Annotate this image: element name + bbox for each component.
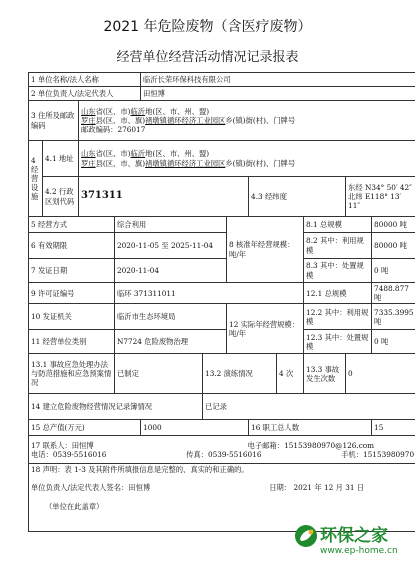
row-output xyxy=(29,420,415,436)
label-actual-total: 12.1 总规模 xyxy=(304,283,372,304)
value-actual-total: 7488.877 吨 xyxy=(372,283,415,304)
value-actual-use: 7335.3995 吨 xyxy=(372,304,415,330)
value-approved-disposal: 0 吨 xyxy=(372,259,415,283)
value-unit-name: 临沂长荣环保科技有限公司 xyxy=(141,73,415,87)
value-region-code: 371311 xyxy=(79,177,249,217)
row-legal-rep xyxy=(29,87,415,101)
value-mode: 综合利用 xyxy=(115,217,227,233)
label-accidents: 13.3 事故发生次数 xyxy=(304,354,346,394)
value-license: 临环 371311011 xyxy=(115,283,304,304)
row-authority xyxy=(29,304,415,330)
row-contact xyxy=(29,436,415,464)
report-title: 2021 年危险废物（含医疗废物） xyxy=(103,19,312,35)
label-emergency: 13.1 事故应急处理办法与防范措施和应急预案情况 xyxy=(29,354,115,394)
row-facility-address xyxy=(29,141,415,177)
value-accidents: 0 xyxy=(346,354,415,394)
label-output: 15 总产值(万元) xyxy=(29,420,141,436)
label-unit-name: 1 单位名称/法人名称 xyxy=(29,73,141,87)
value-staff: 15 xyxy=(372,420,415,436)
label-staff: 16 职工总人数 xyxy=(249,420,372,436)
logo-text: 环保之家 xyxy=(320,526,388,546)
label-actual-disposal: 12.3 其中：处置规模 xyxy=(304,330,372,354)
label-license: 9 许可证编号 xyxy=(29,283,115,304)
value-category: N7724 危险废物治理 xyxy=(115,330,227,354)
report-form xyxy=(28,72,415,532)
value-approved-use: 80000 吨 xyxy=(372,233,415,259)
label-legal-rep: 2 单位负责人/法定代表人 xyxy=(29,87,141,101)
value-facility-address: 山东省(区、市)临沂地(区、市、州、盟) 罗庄县(区、市、旗)褚墩镇循环经济工业园区乡(镇)街(村)、门牌号 xyxy=(79,141,415,177)
label-issue-date: 7 发证日期 xyxy=(29,259,115,283)
row-validity xyxy=(29,233,415,259)
value-legal-rep: 田恒博 xyxy=(141,87,415,101)
row-records xyxy=(29,394,415,420)
value-address: 山东省(区、市)临沂地(区、市、州、盟) 罗庄县(区、市、旗)褚墩镇循环经济工业园区乡(镇)街(村)、门牌号 邮政编码：276017 xyxy=(79,101,415,141)
label-category: 11 经营单位类别 xyxy=(29,330,115,354)
value-contact: 17 联系人：田恒博 电子邮箱：1515398097​0@126.com 电话：0539-5516016 传真：0539-5516016 手机：15153980970 xyxy=(29,436,415,464)
value-emergency: 已制定 xyxy=(115,354,203,394)
row-license xyxy=(29,283,415,304)
value-actual-disposal: 0 吨 xyxy=(372,330,415,354)
label-drills: 13.2 演练情况 xyxy=(203,354,277,394)
value-output: 1000 xyxy=(141,420,249,436)
value-coordinates: 东经 N34° 50′ 42″ 北纬 E118° 13′ 11″ xyxy=(346,177,415,217)
logo-url: www.ep-home.cn xyxy=(320,546,398,556)
label-approved-total: 8.1 总规模 xyxy=(304,217,372,233)
label-address: 3 住所及邮政编码 xyxy=(29,101,79,141)
value-declaration: 18 声明：表 1-3 及其附件所填报信息是完整的、真实的和正确的。 单位负责人/法定代表人签名：田恒博 日期： 2021 年 12 月 31 日 （单位在此盖章） xyxy=(29,464,415,532)
label-approved-disposal: 8.3 其中：处置规模 xyxy=(304,259,372,283)
value-records: 已记录 xyxy=(203,394,415,420)
value-authority: 临沂市生态环境局 xyxy=(115,304,227,330)
label-region-code: 4.2 行政区划代码 xyxy=(43,177,79,217)
label-records: 14 建立危险废物经营情况记录簿情况 xyxy=(29,394,203,420)
report-subtitle: 经营单位经营活动情况记录报表 xyxy=(116,50,299,65)
leaf-icon xyxy=(294,524,318,548)
row-category xyxy=(29,330,415,354)
label-validity: 6 有效期限 xyxy=(29,233,115,259)
label-coordinates: 4.3 经纬度 xyxy=(249,177,346,217)
row-unit-name xyxy=(29,73,415,87)
label-facility-address: 4.1 地址 xyxy=(43,141,79,177)
label-actual-scale: 12 实际年经营规模：吨/年 xyxy=(227,304,304,354)
site-logo xyxy=(294,522,412,566)
value-drills: 4 次 xyxy=(277,354,304,394)
value-validity: 2020-11-05 至 2025-11-04 xyxy=(115,233,227,259)
row-emergency xyxy=(29,354,415,394)
label-mode: 5 经营方式 xyxy=(29,217,115,233)
value-approved-total: 80000 吨 xyxy=(372,217,415,233)
row-facility-region xyxy=(29,177,415,217)
row-mode xyxy=(29,217,415,233)
row-issue-date xyxy=(29,259,415,283)
label-actual-use: 12.2 其中：利用规模 xyxy=(304,304,372,330)
label-authority: 10 发证机关 xyxy=(29,304,115,330)
label-approved-use: 8.2 其中：利用规模 xyxy=(304,233,372,259)
row-address xyxy=(29,101,415,141)
label-approved-scale: 8 核准年经营规模：吨/年 xyxy=(227,217,304,283)
label-facility: 4 经营设施 xyxy=(29,141,43,217)
value-issue-date: 2020-11-04 xyxy=(115,259,227,283)
